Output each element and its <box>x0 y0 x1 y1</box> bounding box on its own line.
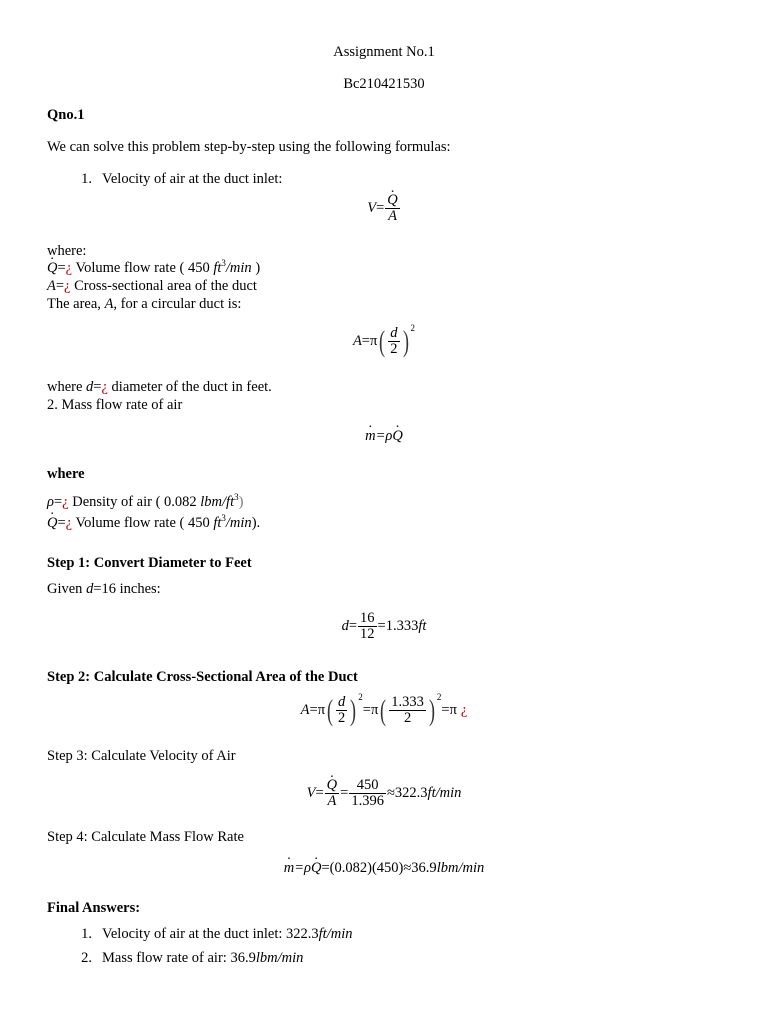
answer-text: Mass flow rate of air: <box>102 950 231 966</box>
answer-text: Velocity of air at the duct inlet: <box>102 926 287 942</box>
render-error-mark: ¿ <box>65 260 73 276</box>
left-paren: ( <box>380 693 387 727</box>
flow-rate-symbol: · Q <box>387 193 397 208</box>
flow-rate-symbol: · Q <box>47 260 57 277</box>
equals-sign: = <box>340 784 349 801</box>
denominator: 1.396 <box>351 793 384 809</box>
denominator: 2 <box>338 710 346 726</box>
left-paren: ( <box>327 693 334 727</box>
right-paren: ) <box>402 324 409 358</box>
render-error-mark: ¿ <box>62 494 69 510</box>
equals-pi: =π <box>361 332 378 349</box>
unit: /min <box>225 515 252 531</box>
area-symbol: A <box>47 278 56 294</box>
mass-flow-heading: 2. Mass flow rate of air <box>47 397 183 413</box>
equals-pi: =π <box>441 701 457 718</box>
numerator: 450 <box>349 778 386 794</box>
equals-rho: =ρ <box>375 428 393 444</box>
definition-text: Volume flow rate ( <box>72 260 188 276</box>
list-number: 2. <box>81 950 92 966</box>
velocity-fraction-numeric <box>349 778 386 809</box>
mass-flow-symbol: · m <box>284 860 294 877</box>
text: , for a circular duct is: <box>113 296 242 312</box>
numerator: 16 <box>360 610 375 626</box>
close-paren: ). <box>251 515 261 531</box>
denominator: 2 <box>390 341 398 357</box>
area-formula <box>0 322 768 358</box>
equals-sign: = <box>376 199 385 216</box>
equals-sign: = <box>57 260 66 276</box>
assignment-title: Assignment No.1 <box>333 44 435 60</box>
unit: lbm/min <box>255 950 304 966</box>
formula1-number: 1. <box>81 171 92 187</box>
left-paren: ( <box>379 324 386 358</box>
render-error-mark: ¿ <box>65 515 73 531</box>
equals-sign: = <box>93 379 102 395</box>
close-paren: ) <box>238 494 244 510</box>
step1-given <box>47 581 161 598</box>
unit: ft <box>213 260 222 276</box>
step4-formula <box>0 860 768 877</box>
unit: ft <box>418 617 427 634</box>
final-answers-title: Final Answers: <box>47 900 141 916</box>
text: Volume flow rate ( <box>72 515 188 531</box>
step3-title: Step 3: Calculate Velocity of Air <box>47 748 236 764</box>
denominator: 2 <box>403 710 412 726</box>
equals-sign: = <box>348 617 358 634</box>
area-symbol: A <box>388 208 397 224</box>
given-value: =16 <box>93 581 116 597</box>
formula1-text: Velocity of air at the duct inlet: <box>102 171 283 187</box>
denominator: 12 <box>360 626 375 642</box>
question-intro: We can solve this problem step-by-step using the following formulas: <box>47 139 451 155</box>
equals-pi: =π <box>362 701 379 718</box>
flow-rate-symbol: · Q <box>47 515 57 532</box>
area-fraction-symbolic <box>336 695 347 726</box>
area-fraction <box>388 326 399 357</box>
diameter-definition <box>47 379 272 396</box>
flow-rate-value: 450 <box>187 260 214 276</box>
answer-value: 322.3 <box>286 926 319 942</box>
diameter-symbol: d <box>86 581 94 597</box>
step2-title: Step 2: Calculate Cross-Sectional Area of the Duct <box>47 669 358 685</box>
answer-value: 36.9 <box>230 950 256 966</box>
density-symbol: ρ <box>47 494 54 510</box>
equals-sign: = <box>57 515 66 531</box>
mass-flow-formula <box>0 428 768 445</box>
render-error-mark: ¿ <box>460 701 468 718</box>
velocity-result: ≈322.3 <box>386 784 428 801</box>
velocity-fraction <box>385 193 399 224</box>
flow-rate-symbol: · Q <box>311 860 321 877</box>
numerator: d <box>338 694 346 710</box>
density-definition <box>47 494 243 511</box>
equals-rho: =ρ <box>294 860 311 876</box>
text: diameter of the duct in feet. <box>107 379 272 395</box>
text: where <box>47 379 87 395</box>
exponent: 3 <box>234 492 239 503</box>
exponent: 3 <box>221 513 226 524</box>
where-label: where: <box>47 243 87 259</box>
final-answer-mass-flow <box>70 950 303 967</box>
diameter-symbol: d <box>86 379 94 395</box>
equals-sign: = <box>55 278 65 294</box>
text: The area, <box>47 296 105 312</box>
equals-sign: = <box>315 784 324 801</box>
step1-title: Step 1: Convert Diameter to Feet <box>47 555 252 571</box>
step3-formula <box>0 778 768 809</box>
text: Density of air ( <box>68 494 165 510</box>
denominator: A <box>327 793 337 809</box>
velocity-formula <box>0 193 768 224</box>
numerator: 1.333 <box>391 694 424 710</box>
exponent: 2 <box>358 691 363 702</box>
exponent: 3 <box>221 258 226 269</box>
density-value: 0.082 <box>164 494 201 510</box>
velocity-symbol: V <box>367 199 377 216</box>
mass-flow-symbol: · m <box>365 428 375 445</box>
list-number: 1. <box>81 926 92 942</box>
inches-to-feet-fraction <box>358 611 377 642</box>
step4-title: Step 4: Calculate Mass Flow Rate <box>47 829 244 845</box>
numerator: d <box>390 325 398 341</box>
flow-rate-value: 450 <box>187 515 214 531</box>
exponent: 2 <box>436 691 442 702</box>
text: Given <box>47 581 87 597</box>
velocity-symbol: V <box>306 784 316 801</box>
mass-flow-result: =(0.082)(450)≈36.9 <box>321 860 437 876</box>
unit: ft/min <box>427 784 462 801</box>
equals-pi: =π <box>309 701 326 718</box>
step2-formula <box>0 691 768 727</box>
flow-rate-symbol: · Q <box>392 428 402 445</box>
definition-text: Cross-sectional area of the duct <box>70 278 257 294</box>
flow-rate-definition <box>47 260 260 277</box>
right-paren: ) <box>350 693 357 727</box>
area-symbol: A <box>352 332 362 349</box>
numerator: · Q <box>327 778 337 793</box>
final-answer-velocity <box>70 926 352 943</box>
formula1-item <box>70 171 282 188</box>
area-intro <box>47 296 241 313</box>
unit: ft <box>213 515 222 531</box>
area-fraction-numeric <box>389 695 426 726</box>
right-paren: ) <box>428 693 435 727</box>
area-definition <box>47 278 257 295</box>
diameter-symbol: d <box>341 617 349 634</box>
step1-formula <box>0 611 768 642</box>
area-symbol: A <box>104 296 114 312</box>
diameter-result: =1.333 <box>377 617 419 634</box>
flow-rate-definition-2 <box>47 515 260 532</box>
render-error-mark: ¿ <box>64 278 71 294</box>
velocity-fraction-symbolic <box>325 778 339 809</box>
unit: lbm/min <box>436 860 485 876</box>
text: inches: <box>116 581 161 597</box>
unit: ft/min <box>318 926 353 942</box>
where-label-bold: where <box>47 466 85 482</box>
student-id: Bc210421530 <box>343 76 425 92</box>
area-symbol: A <box>300 701 310 718</box>
render-error-mark: ¿ <box>101 379 108 395</box>
exponent: 2 <box>410 322 416 333</box>
question-label: Qno.1 <box>47 107 85 123</box>
close-paren: ) <box>251 260 261 276</box>
equals-sign: = <box>53 494 63 510</box>
unit: /min <box>225 260 252 276</box>
unit: lbm/ft <box>200 494 235 510</box>
